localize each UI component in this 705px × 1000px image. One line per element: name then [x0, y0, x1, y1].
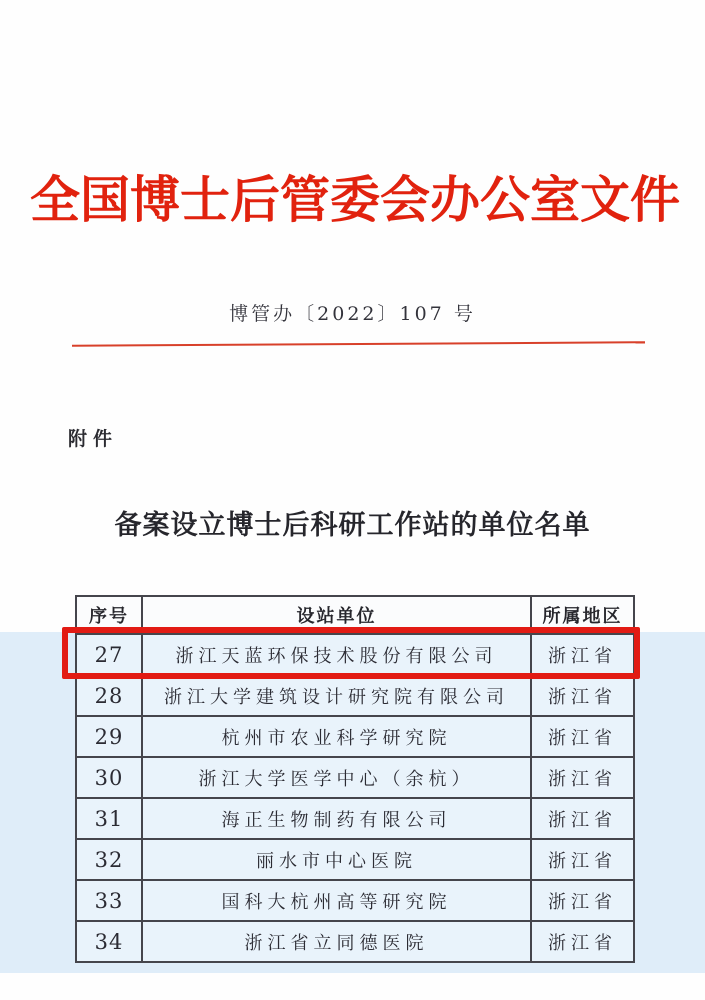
table-row — [76, 839, 634, 880]
row-number-cell: 34 — [76, 921, 142, 962]
list-title: 备案设立博士后科研工作站的单位名单 — [114, 510, 591, 541]
table-row — [76, 716, 634, 757]
column-header-no: 序号 — [76, 596, 142, 634]
table-row-highlighted — [76, 634, 634, 675]
document-number: 博管办〔2022〕107 号 — [229, 303, 476, 325]
red-divider-line — [72, 341, 645, 347]
unit-name-cell: 浙江大学医学中心（余杭） — [142, 757, 531, 798]
region-cell: 浙江省 — [531, 757, 634, 798]
attachment-label: 附件 — [68, 428, 119, 450]
table-row — [76, 757, 634, 798]
unit-name-cell: 海正生物制药有限公司 — [142, 798, 531, 839]
row-number-cell: 29 — [76, 716, 142, 757]
unit-name-cell: 浙江大学建筑设计研究院有限公司 — [142, 675, 531, 716]
row-number-cell: 30 — [76, 757, 142, 798]
row-number-cell: 33 — [76, 880, 142, 921]
region-cell: 浙江省 — [531, 839, 634, 880]
table-row — [76, 880, 634, 921]
region-cell: 浙江省 — [531, 634, 634, 675]
unit-name-cell: 杭州市农业科学研究院 — [142, 716, 531, 757]
region-cell: 浙江省 — [531, 716, 634, 757]
column-header-unit: 设站单位 — [142, 596, 531, 634]
table-header-row — [76, 596, 634, 634]
table-body — [76, 634, 634, 962]
region-cell: 浙江省 — [531, 880, 634, 921]
table-row — [76, 798, 634, 839]
unit-name-cell: 国科大杭州高等研究院 — [142, 880, 531, 921]
column-header-region: 所属地区 — [531, 596, 634, 634]
table-row — [76, 675, 634, 716]
unit-name-cell: 浙江省立同德医院 — [142, 921, 531, 962]
table-row — [76, 921, 634, 962]
region-cell: 浙江省 — [531, 798, 634, 839]
region-cell: 浙江省 — [531, 921, 634, 962]
units-table — [75, 595, 635, 963]
unit-name-cell: 浙江天蓝环保技术股份有限公司 — [142, 634, 531, 675]
row-number-cell: 31 — [76, 798, 142, 839]
document-header-title: 全国博士后管委会办公室文件 — [30, 170, 680, 229]
unit-name-cell: 丽水市中心医院 — [142, 839, 531, 880]
region-cell: 浙江省 — [531, 675, 634, 716]
row-number-cell: 32 — [76, 839, 142, 880]
row-number-cell: 28 — [76, 675, 142, 716]
row-number-cell: 27 — [76, 634, 142, 675]
